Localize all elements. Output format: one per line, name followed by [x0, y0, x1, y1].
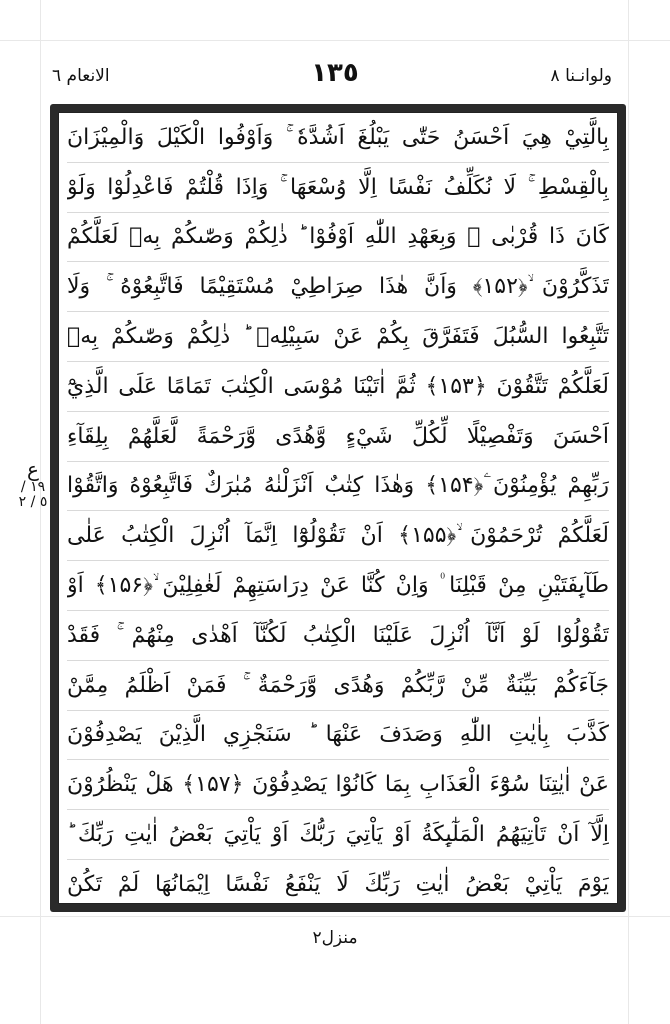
page-guide-right [628, 0, 629, 1024]
text-line: طَآىِٕفَتَيْنِ مِنْ قَبْلِنَا ۠ وَاِنْ كُنَّا عَنْ دِرَاسَتِهِمْ لَغٰفِلِيْنَ ۙ﴿۱۵۶﴾ اَوْ [67, 561, 609, 611]
text-line: تَتَّبِعُوا السُّبُلَ فَتَفَرَّقَ بِكُمْ عَنْ سَبِيْلِهٖ ؕ ذٰلِكُمْ وَصّٰىكُمْ بِهٖ [67, 312, 609, 362]
ruku-numbers: ١٩ / ٥ / ٢ [18, 479, 48, 511]
para-name: ولوانـنا ٨ [550, 66, 612, 86]
text-line: رَبِّهِمْ يُؤْمِنُوْنَ ۧ﴿۱۵۴﴾ وَهٰذَا كِتٰبٌ اَنْزَلْنٰهُ مُبٰرَكٌ فَاتَّبِعُوْهُ وَاتَّقُوْا [67, 462, 609, 512]
text-area [58, 112, 618, 904]
text-line: اَحْسَنَ وَتَفْصِيْلًا لِّكُلِّ شَيْءٍ وَّهُدًى وَّرَحْمَةً لَّعَلَّهُمْ بِلِقَآءِ [67, 412, 609, 462]
text-line: بِالَّتِيْ هِيَ اَحْسَنُ حَتّٰى يَبْلُغَ اَشُدَّهٗ ۚ وَاَوْفُوا الْكَيْلَ وَالْمِيْزَانَ [67, 113, 609, 163]
text-line: جَآءَكُمْ بَيِّنَةٌ مِّنْ رَّبِّكُمْ وَهُدًى وَّرَحْمَةٌ ۚ فَمَنْ اَظْلَمُ مِمَّنْ [67, 661, 609, 711]
page-number: ١٣٥ [311, 58, 359, 88]
page-guide-bottom [0, 916, 670, 917]
page-guide-top [0, 40, 670, 41]
text-frame [50, 104, 626, 912]
text-line: لَعَلَّكُمْ تَتَّقُوْنَ ﴿۱۵۳﴾ ثُمَّ اٰتَيْنَا مُوْسَى الْكِتٰبَ تَمَامًا عَلَى الَّذِيْٓ [67, 362, 609, 412]
ruku-symbol: ع [27, 457, 39, 481]
text-line: عَنْ اٰيٰتِنَا سُوْٓءَ الْعَذَابِ بِمَا كَانُوْا يَصْدِفُوْنَ ﴿۱۵۷﴾ هَلْ يَنْظُرُوْنَ [67, 760, 609, 810]
text-line: تَذَكَّرُوْنَ ۙ﴿۱۵۲﴾ وَاَنَّ هٰذَا صِرَاطِيْ مُسْتَقِيْمًا فَاتَّبِعُوْهُ ۚ وَلَا [67, 262, 609, 312]
text-line: تَقُوْلُوْا لَوْ اَنَّآ اُنْزِلَ عَلَيْنَا الْكِتٰبُ لَكُنَّآ اَهْدٰى مِنْهُمْ ۚ فَقَدْ [67, 611, 609, 661]
surah-name: الانعام ٦ [52, 66, 110, 86]
manzil-label: منزل٢ [312, 928, 358, 948]
text-line: بِالْقِسْطِ ۚ لَا نُكَلِّفُ نَفْسًا اِلَّا وُسْعَهَا ۚ وَاِذَا قُلْتُمْ فَاعْدِلُوْا وَلَوْ [67, 163, 609, 213]
page-guide-left [40, 0, 41, 1024]
text-line: كَانَ ذَا قُرْبٰى ۚ وَبِعَهْدِ اللّٰهِ اَوْفُوْا ؕ ذٰلِكُمْ وَصّٰىكُمْ بِهٖ لَعَلَّكُمْ [67, 213, 609, 263]
text-line: اِلَّآ اَنْ تَاْتِيَهُمُ الْمَلٰٓىِٕكَةُ اَوْ يَاْتِيَ رَبُّكَ اَوْ يَاْتِيَ بَعْضُ اٰيٰتِ رَبِّكَ ؕ [67, 810, 609, 860]
text-line: كَذَّبَ بِاٰيٰتِ اللّٰهِ وَصَدَفَ عَنْهَا ؕ سَنَجْزِي الَّذِيْنَ يَصْدِفُوْنَ [67, 711, 609, 761]
text-line: يَوْمَ يَاْتِيْ بَعْضُ اٰيٰتِ رَبِّكَ لَا يَنْفَعُ نَفْسًا اِيْمَانُهَا لَمْ تَكُنْ [67, 872, 609, 898]
ruku-marker [18, 458, 48, 511]
text-line: لَعَلَّكُمْ تُرْحَمُوْنَ ۙ﴿۱۵۵﴾ اَنْ تَقُوْلُوْٓا اِنَّمَآ اُنْزِلَ الْكِتٰبُ عَلٰى [67, 511, 609, 561]
